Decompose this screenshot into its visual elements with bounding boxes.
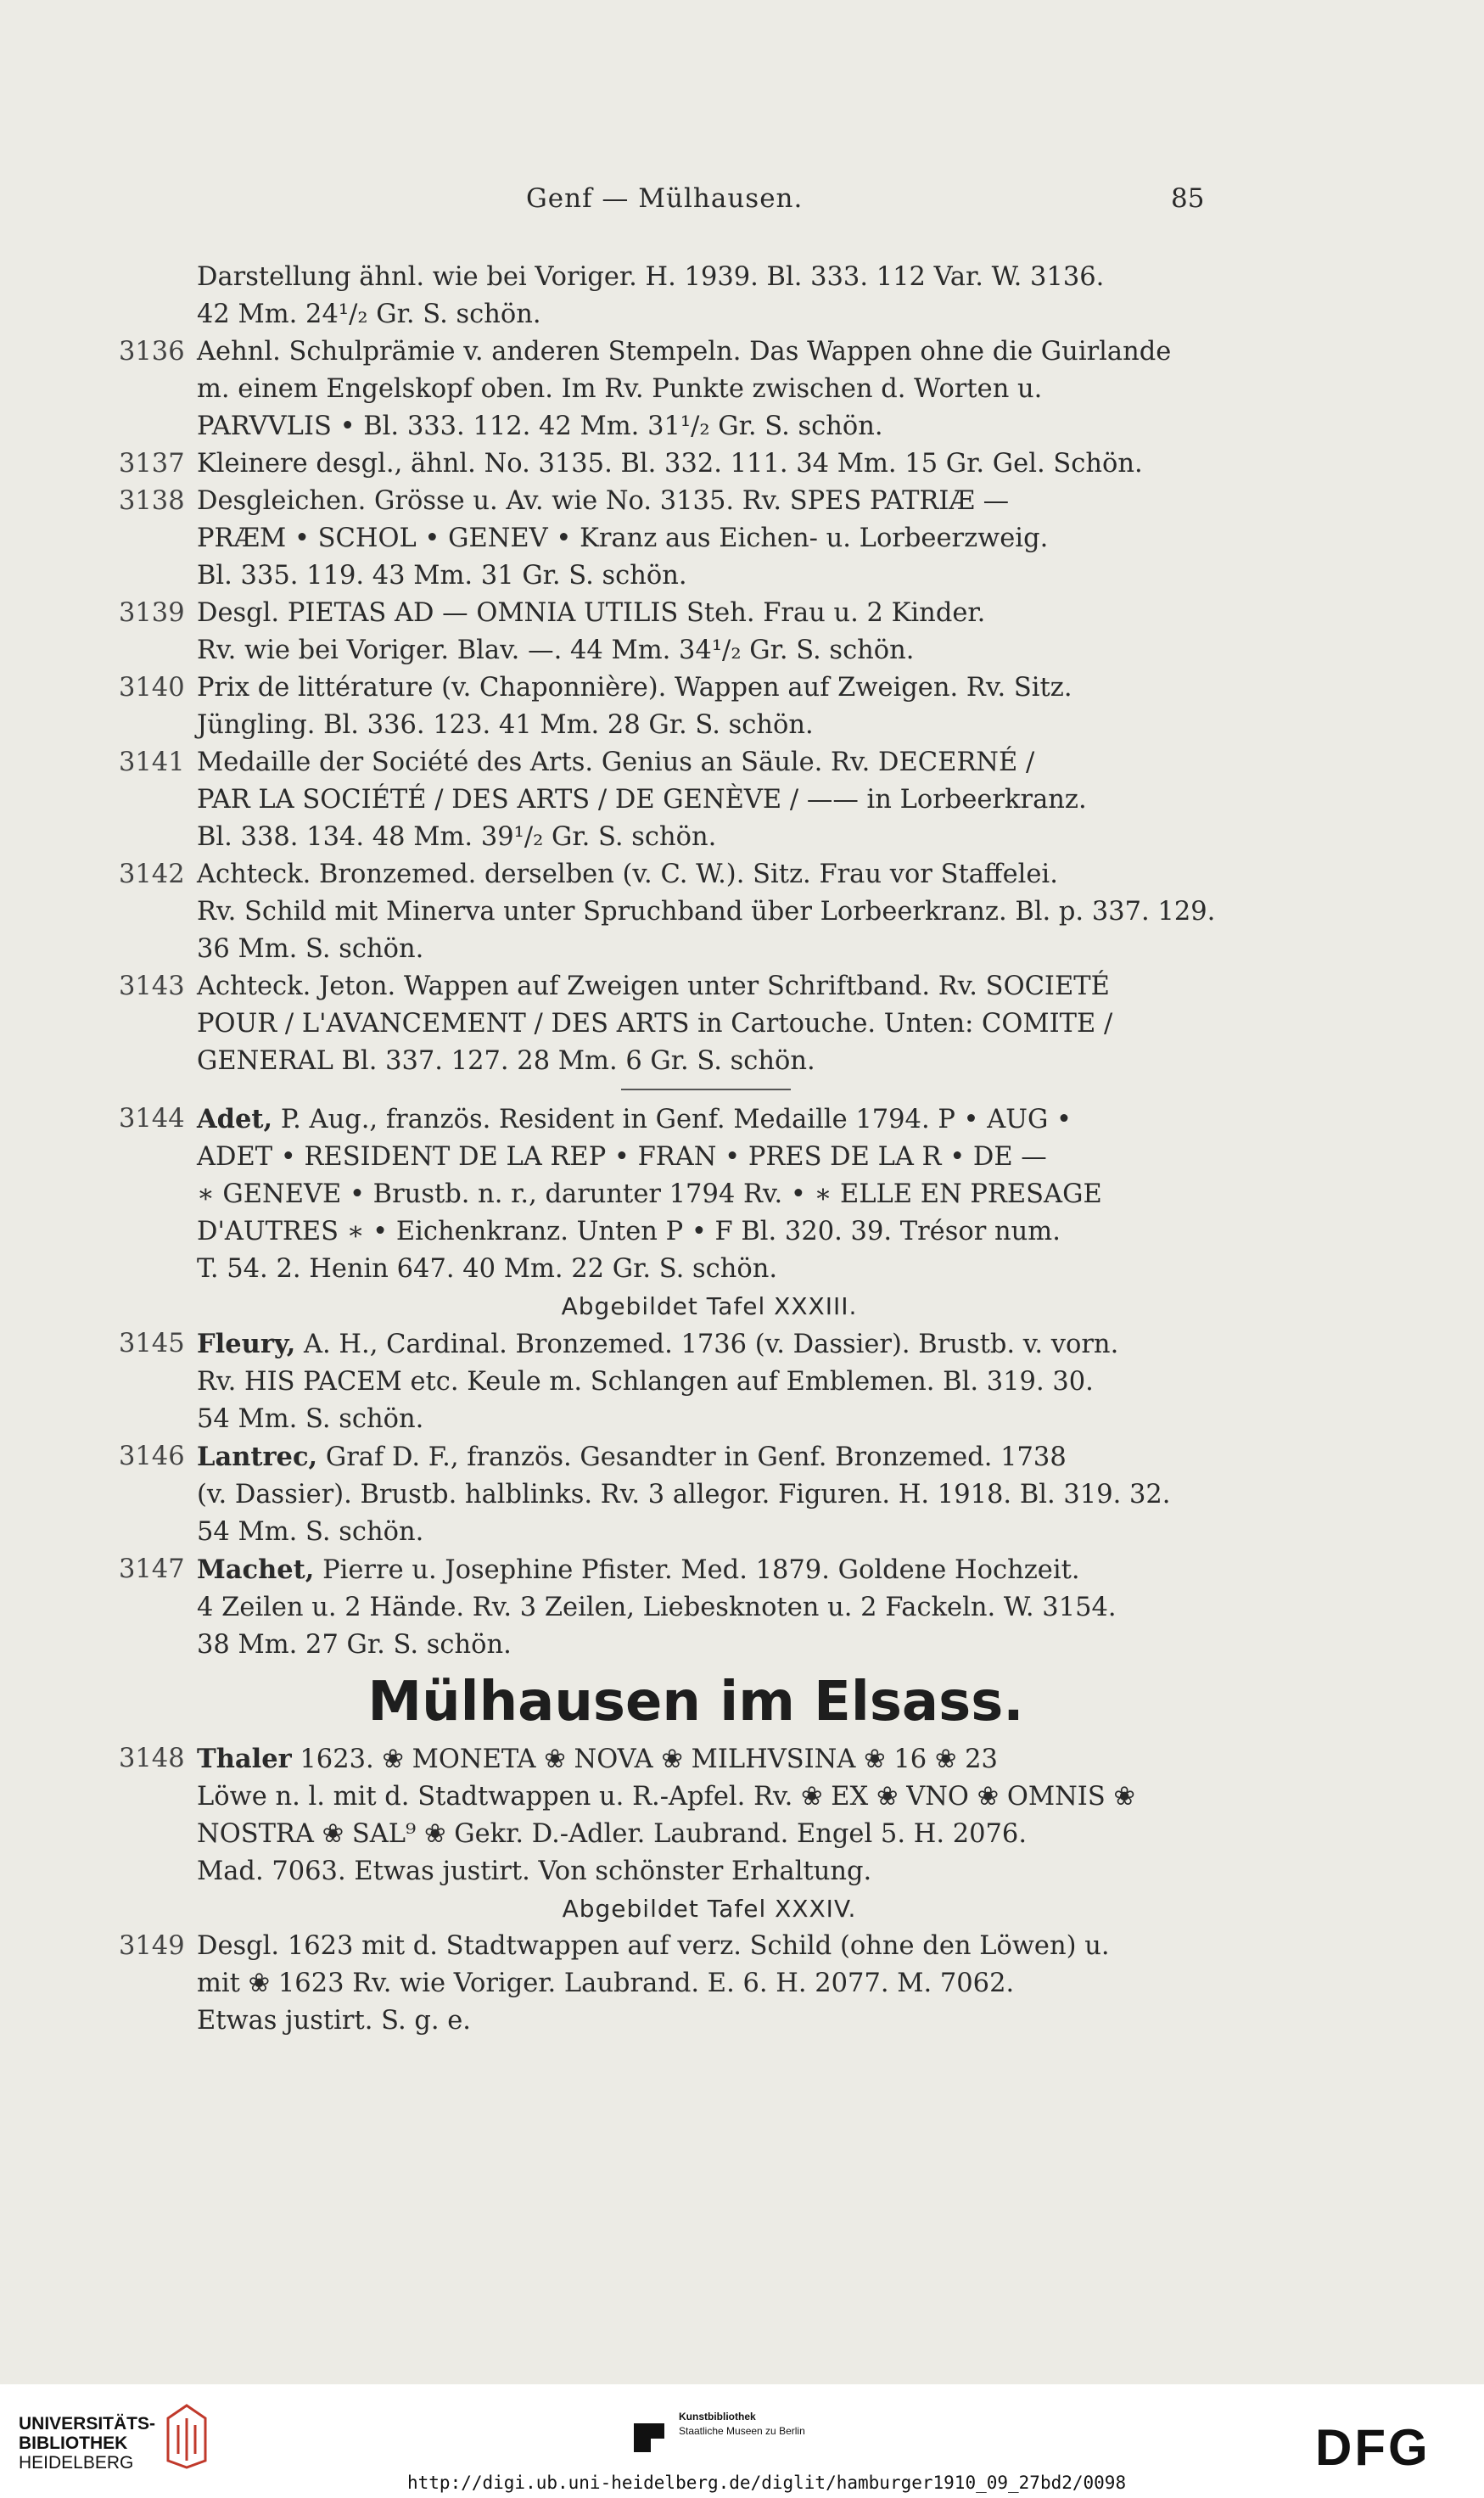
entry-text: mit ❀ 1623 Rv. wie Voriger. Laubrand. E. 6. H. 2077. M. 7062. xyxy=(197,1969,1015,1998)
library-name-line: UNIVERSITÄTS- xyxy=(19,2414,156,2434)
catalogue-entry xyxy=(119,1101,1222,1288)
dfg-logo[interactable]: DFG xyxy=(1315,2419,1431,2476)
entry-text: Kleinere desgl., ähnl. No. 3135. Bl. 332. 111. 34 Mm. 15 Gr. Gel. Schön. xyxy=(197,449,1143,479)
plate-reference: Abgebildet Tafel XXXIV. xyxy=(562,1895,857,1923)
entry-number xyxy=(119,1476,197,1514)
entry-text: PAR LA SOCIÉTÉ / DES ARTS / DE GENÈVE / —— in Lorbeerkranz. xyxy=(197,785,1087,815)
entry-number xyxy=(119,1139,197,1176)
kunstbibliothek-logo-icon xyxy=(632,2420,666,2454)
entry-number xyxy=(119,371,197,408)
entry-number xyxy=(119,893,197,931)
kunstbibliothek-label xyxy=(679,2410,805,2439)
catalogue-entry xyxy=(119,595,1222,669)
entry-text: 54 Mm. S. schön. xyxy=(197,1517,424,1547)
entry-text: Löwe n. l. mit d. Stadtwappen u. R.-Apfel. Rv. ❀ EX ❀ VNO ❀ OMNIS ❀ xyxy=(197,1782,1135,1812)
entry-line: 1623. ❀ MONETA ❀ NOVA ❀ MILHVSINA ❀ 16 ❀ 23 xyxy=(300,1745,998,1774)
entry-text xyxy=(197,1740,1222,1778)
entry-number xyxy=(119,707,197,744)
entry-number xyxy=(119,1514,197,1551)
page-number: 85 xyxy=(1171,183,1205,214)
entry-text xyxy=(197,1438,1222,1476)
entry-line-row xyxy=(119,669,1222,707)
entry-text: Bl. 335. 119. 43 Mm. 31 Gr. S. schön. xyxy=(197,561,687,591)
entry-text: Bl. 338. 134. 48 Mm. 39¹/₂ Gr. S. schön. xyxy=(197,822,717,852)
catalogue-entry xyxy=(119,1325,1222,1438)
entry-line-row xyxy=(119,1928,1222,1965)
catalogue-entry xyxy=(119,1438,1222,1551)
entry-line-row xyxy=(119,1853,1222,1890)
entry-number xyxy=(119,1176,197,1213)
entry-line-row xyxy=(119,707,1222,744)
entry-line-row xyxy=(119,520,1222,557)
entry-number xyxy=(119,296,197,333)
entry-text xyxy=(197,1325,1222,1364)
entry-text: Rv. Schild mit Minerva unter Spruchband über Lorbeerkranz. Bl. p. 337. 129. xyxy=(197,897,1216,927)
entry-number xyxy=(119,1401,197,1438)
entry-text: Aehnl. Schulprämie v. anderen Stempeln. Das Wappen ohne die Guirlande xyxy=(197,337,1172,367)
entry-line: Graf D. F., französ. Gesandter in Genf. Bronzemed. 1738 xyxy=(325,1442,1067,1472)
entry-line-row xyxy=(119,1364,1222,1401)
entry-text: Achteck. Bronzemed. derselben (v. C. W.). Sitz. Frau vor Staffelei. xyxy=(197,860,1058,889)
entry-text: Etwas justirt. S. g. e. xyxy=(197,2006,472,2036)
entry-text: ADET • RESIDENT DE LA REP • FRAN • PRES DE LA R • DE — xyxy=(197,1142,1047,1172)
entry-text: Prix de littérature (v. Chaponnière). Wappen auf Zweigen. Rv. Sitz. xyxy=(197,673,1072,703)
entry-text: Medaille der Société des Arts. Genius an Säule. Rv. DECERNÉ / xyxy=(197,748,1035,777)
entry-3144 xyxy=(119,1101,1222,1288)
entry-line-row xyxy=(119,259,1222,296)
entries-genf-persons xyxy=(119,1325,1222,1664)
entry-number xyxy=(119,819,197,856)
entry-line-row xyxy=(119,781,1222,819)
entry-number: 3149 xyxy=(119,1931,185,1961)
entry-text: Jüngling. Bl. 336. 123. 41 Mm. 28 Gr. S. schön. xyxy=(197,710,814,740)
entry-line-row xyxy=(119,1551,1222,1589)
entry-number: 3141 xyxy=(119,748,185,777)
catalogue-entry xyxy=(119,445,1222,483)
entry-line-row xyxy=(119,1438,1222,1476)
entry-number xyxy=(119,632,197,669)
entry-line-row xyxy=(119,1401,1222,1438)
permalink-url[interactable]: http://digi.ub.uni-heidelberg.de/diglit/hamburger1910_09_27bd2/0098 xyxy=(407,2473,1127,2493)
entry-number xyxy=(119,1778,197,1816)
entry-number xyxy=(119,1965,197,2002)
entry-text: Achteck. Jeton. Wappen auf Zweigen unter Schriftband. Rv. SOCIETÉ xyxy=(197,972,1110,1001)
library-name-line: BIBLIOTHEK xyxy=(19,2434,128,2453)
plate-reference: Abgebildet Tafel XXXIII. xyxy=(561,1292,858,1320)
catalogue-entry xyxy=(119,744,1222,856)
running-head-title: Genf — Mülhausen. xyxy=(526,183,804,214)
entry-number: 3142 xyxy=(119,860,185,889)
entry-number: 3146 xyxy=(119,1442,185,1471)
entry-line-row xyxy=(119,371,1222,408)
entry-line-row xyxy=(119,1251,1222,1288)
entry-number xyxy=(119,557,197,595)
entry-line-row xyxy=(119,1965,1222,2002)
catalogue-entry xyxy=(119,669,1222,744)
catalogue-entry xyxy=(119,1551,1222,1664)
entry-number xyxy=(119,1627,197,1664)
catalogue-entry xyxy=(119,968,1222,1080)
entry-text: 42 Mm. 24¹/₂ Gr. S. schön. xyxy=(197,300,541,329)
entry-number: 3145 xyxy=(119,1329,185,1358)
entry-person-name: Thaler xyxy=(197,1744,292,1774)
entry-line-row xyxy=(119,2002,1222,2040)
entry-line: Pierre u. Josephine Pfister. Med. 1879. Goldene Hochzeit. xyxy=(322,1555,1080,1585)
entry-line-row xyxy=(119,333,1222,371)
entry-person-name: Lantrec, xyxy=(197,1442,318,1472)
catalogue-text xyxy=(119,259,1222,2040)
entry-number: 3139 xyxy=(119,598,185,628)
entry-number xyxy=(119,1251,197,1288)
entry-number: 3136 xyxy=(119,337,185,367)
entry-line-row xyxy=(119,819,1222,856)
entry-text: Darstellung ähnl. wie bei Voriger. H. 1939. Bl. 333. 112 Var. W. 3136. xyxy=(197,262,1105,292)
entry-number xyxy=(119,2002,197,2040)
kb-subtitle: Staatliche Museen zu Berlin xyxy=(679,2425,805,2437)
entry-number xyxy=(119,931,197,968)
entry-line-row xyxy=(119,296,1222,333)
entry-number: 3144 xyxy=(119,1104,185,1134)
entry-line-row xyxy=(119,1043,1222,1080)
entry-line-row xyxy=(119,1139,1222,1176)
entry-line: A. H., Cardinal. Bronzemed. 1736 (v. Dassier). Brustb. v. vorn. xyxy=(304,1330,1119,1359)
entry-number xyxy=(119,1213,197,1251)
entry-line-row xyxy=(119,1176,1222,1213)
entry-line-row xyxy=(119,968,1222,1005)
entry-text: NOSTRA ❀ SAL⁹ ❀ Gekr. D.-Adler. Laubrand. Engel 5. H. 2076. xyxy=(197,1819,1028,1849)
entry-line-row xyxy=(119,1627,1222,1664)
entry-text: Desgl. 1623 mit d. Stadtwappen auf verz. Schild (ohne den Löwen) u. xyxy=(197,1931,1110,1961)
entry-line-row xyxy=(119,445,1222,483)
entry-number: 3148 xyxy=(119,1744,185,1773)
entry-line-row xyxy=(119,483,1222,520)
entry-number xyxy=(119,1816,197,1853)
entry-line-row xyxy=(119,1816,1222,1853)
entry-line-row xyxy=(119,1476,1222,1514)
entry-text: ∗ GENEVE • Brustb. n. r., darunter 1794 Rv. • ∗ ELLE EN PRESAGE xyxy=(197,1179,1102,1209)
entry-text: Rv. wie bei Voriger. Blav. —. 44 Mm. 34¹/₂ Gr. S. schön. xyxy=(197,636,915,665)
entry-person-name: Fleury, xyxy=(197,1329,296,1359)
entry-text: Rv. HIS PACEM etc. Keule m. Schlangen auf Emblemen. Bl. 319. 30. xyxy=(197,1367,1094,1397)
entry-line-row xyxy=(119,1101,1222,1139)
entry-text: PARVVLIS • Bl. 333. 112. 42 Mm. 31¹/₂ Gr. S. schön. xyxy=(197,412,883,441)
ub-heidelberg-logo[interactable] xyxy=(19,2414,155,2473)
entry-number: 3137 xyxy=(119,449,185,479)
entry-text: Mad. 7063. Etwas justirt. Von schönster Erhaltung. xyxy=(197,1857,872,1886)
entry-number xyxy=(119,1364,197,1401)
entry-3149 xyxy=(119,1928,1222,2040)
entry-line: P. Aug., französ. Resident in Genf. Medaille 1794. P • AUG • xyxy=(280,1105,1072,1134)
entry-number xyxy=(119,408,197,445)
entry-number: 3138 xyxy=(119,486,185,516)
entry-number xyxy=(119,1589,197,1627)
catalogue-entry xyxy=(119,333,1222,445)
catalogue-entry xyxy=(119,856,1222,968)
entry-text: Desgleichen. Grösse u. Av. wie No. 3135. Rv. SPES PATRIÆ — xyxy=(197,486,1010,516)
section-title: Mülhausen im Elsass. xyxy=(367,1671,1024,1733)
entry-number: 3143 xyxy=(119,972,185,1001)
entry-line-row xyxy=(119,744,1222,781)
entry-text: T. 54. 2. Henin 647. 40 Mm. 22 Gr. S. schön. xyxy=(197,1254,778,1284)
entry-text: 38 Mm. 27 Gr. S. schön. xyxy=(197,1630,512,1660)
entry-text xyxy=(197,1551,1222,1589)
running-head xyxy=(0,183,1484,226)
entry-3148 xyxy=(119,1740,1222,1890)
entry-number: 3140 xyxy=(119,673,185,703)
entry-text: D'AUTRES ∗ • Eichenkranz. Unten P • F Bl. 320. 39. Trésor num. xyxy=(197,1217,1061,1246)
entry-text: POUR / L'AVANCEMENT / DES ARTS in Cartouche. Unten: COMITE / xyxy=(197,1009,1113,1039)
entry-text: 4 Zeilen u. 2 Hände. Rv. 3 Zeilen, Liebesknoten u. 2 Fackeln. W. 3154. xyxy=(197,1593,1117,1622)
entry-text: m. einem Engelskopf oben. Im Rv. Punkte zwischen d. Worten u. xyxy=(197,374,1043,404)
ub-emblem-icon xyxy=(161,2401,212,2469)
entry-line-row xyxy=(119,1514,1222,1551)
entry-text: 36 Mm. S. schön. xyxy=(197,934,424,964)
entry-line-row xyxy=(119,408,1222,445)
entry-text: GENERAL Bl. 337. 127. 28 Mm. 6 Gr. S. schön. xyxy=(197,1046,815,1076)
entry-text: (v. Dassier). Brustb. halblinks. Rv. 3 allegor. Figuren. H. 1918. Bl. 319. 32. xyxy=(197,1480,1171,1509)
entry-line-row xyxy=(119,595,1222,632)
entry-line-row xyxy=(119,1213,1222,1251)
entry-number xyxy=(119,781,197,819)
entry-text: 54 Mm. S. schön. xyxy=(197,1404,424,1434)
entry-line-row xyxy=(119,1325,1222,1364)
entry-line-row xyxy=(119,632,1222,669)
catalogue-entry xyxy=(119,259,1222,333)
entry-line-row xyxy=(119,856,1222,893)
entry-number: 3147 xyxy=(119,1554,185,1584)
entry-text: PRÆM • SCHOL • GENEV • Kranz aus Eichen- u. Lorbeerzweig. xyxy=(197,524,1049,553)
entry-line-row xyxy=(119,1740,1222,1778)
entry-number xyxy=(119,259,197,296)
entry-person-name: Adet, xyxy=(197,1104,273,1134)
catalogue-entry xyxy=(119,1740,1222,1890)
entry-text: Desgl. PIETAS AD — OMNIA UTILIS Steh. Frau u. 2 Kinder. xyxy=(197,598,986,628)
entry-number xyxy=(119,1043,197,1080)
entry-line-row xyxy=(119,931,1222,968)
library-name-line: HEIDELBERG xyxy=(19,2453,134,2473)
entry-number xyxy=(119,1853,197,1890)
entry-line-row xyxy=(119,1589,1222,1627)
footer-bar xyxy=(0,2384,1484,2498)
catalogue-entry xyxy=(119,1928,1222,2040)
catalogue-entry xyxy=(119,483,1222,595)
entry-line-row xyxy=(119,1005,1222,1043)
separator-rule xyxy=(621,1089,791,1090)
entry-person-name: Machet, xyxy=(197,1554,315,1585)
entry-line-row xyxy=(119,557,1222,595)
entry-number xyxy=(119,1005,197,1043)
entry-number xyxy=(119,520,197,557)
kb-name: Kunstbibliothek xyxy=(679,2411,756,2422)
entry-text xyxy=(197,1101,1222,1139)
entry-line-row xyxy=(119,893,1222,931)
entry-line-row xyxy=(119,1778,1222,1816)
entries-genf xyxy=(119,259,1222,1080)
